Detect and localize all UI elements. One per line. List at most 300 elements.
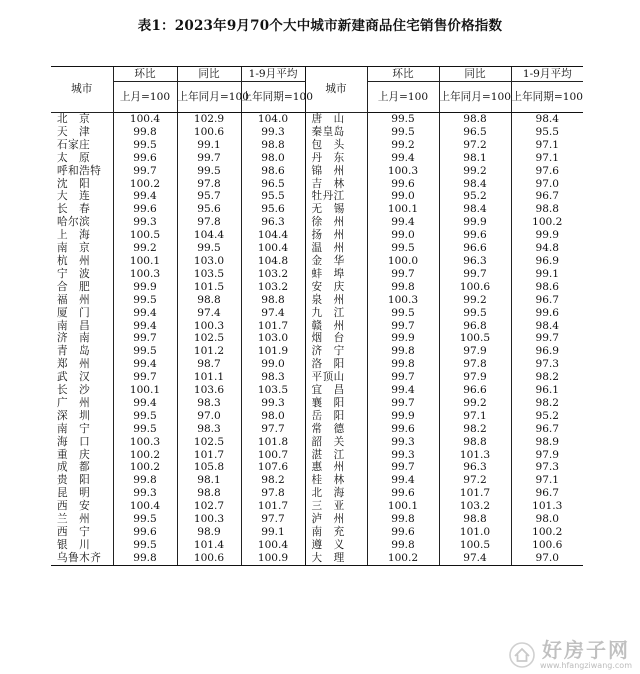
cell-ytd-left: 96.5 — [241, 178, 305, 191]
cell-city-right: 宜 昌 — [305, 384, 367, 397]
cell-ytd-right: 95.5 — [511, 126, 583, 139]
cell-ytd-left: 100.9 — [241, 552, 305, 565]
cell-mom-right: 100.1 — [367, 500, 439, 513]
cell-ytd-right: 99.6 — [511, 307, 583, 320]
cell-mom-right: 99.3 — [367, 436, 439, 449]
cell-yoy-right: 100.6 — [439, 281, 511, 294]
cell-mom-left: 99.2 — [113, 242, 177, 255]
table-row — [51, 410, 583, 423]
cell-mom-right: 99.5 — [367, 113, 439, 126]
cell-city-right: 蚌 埠 — [305, 268, 367, 281]
cell-mom-left: 99.3 — [113, 487, 177, 500]
cell-city-right: 秦皇岛 — [305, 126, 367, 139]
table-row — [51, 397, 583, 410]
cell-ytd-right: 96.1 — [511, 384, 583, 397]
cell-yoy-right: 99.9 — [439, 216, 511, 229]
cell-yoy-right: 96.5 — [439, 126, 511, 139]
cell-ytd-left: 104.8 — [241, 255, 305, 268]
table-row — [51, 203, 583, 216]
cell-city-left: 广 州 — [57, 396, 91, 409]
cell-city-right: 桂 林 — [305, 474, 367, 487]
cell-yoy-left: 99.5 — [177, 242, 241, 255]
cell-mom-left: 99.6 — [113, 152, 177, 165]
table-title: 表1：2023年9月70个大中城市新建商品住宅销售价格指数 — [137, 18, 503, 34]
cell-mom-right: 99.2 — [367, 139, 439, 152]
cell-yoy-right: 98.8 — [439, 113, 511, 126]
cell-city-right: 常 德 — [305, 423, 367, 436]
cell-ytd-left: 99.3 — [241, 397, 305, 410]
cell-mom-right: 99.8 — [367, 345, 439, 358]
cell-mom-left: 100.2 — [113, 449, 177, 462]
cell-ytd-left: 95.6 — [241, 203, 305, 216]
cell-mom-left: 99.4 — [113, 320, 177, 333]
table-row — [51, 255, 583, 268]
cell-mom-right: 99.6 — [367, 423, 439, 436]
cell-yoy-right: 99.2 — [439, 397, 511, 410]
cell-city-left: 青 岛 — [57, 345, 91, 358]
cell-city-left: 太 原 — [57, 151, 91, 164]
cell-ytd-right: 98.6 — [511, 281, 583, 294]
cell-mom-left: 99.7 — [113, 332, 177, 345]
cell-yoy-left: 98.7 — [177, 358, 241, 371]
cell-yoy-left: 100.3 — [177, 513, 241, 526]
cell-ytd-right: 97.1 — [511, 139, 583, 152]
cell-yoy-left: 98.9 — [177, 526, 241, 539]
cell-mom-left: 100.4 — [113, 113, 177, 126]
cell-mom-left: 99.8 — [113, 552, 177, 565]
cell-ytd-left: 100.4 — [241, 242, 305, 255]
cell-mom-left: 99.5 — [113, 539, 177, 552]
cell-city-right: 泉 州 — [305, 294, 367, 307]
cell-yoy-left: 102.5 — [177, 332, 241, 345]
cell-yoy-right: 96.3 — [439, 255, 511, 268]
cell-ytd-right: 98.4 — [511, 320, 583, 333]
cell-yoy-left: 99.7 — [177, 152, 241, 165]
cell-mom-left: 100.5 — [113, 229, 177, 242]
cell-yoy-left: 97.8 — [177, 216, 241, 229]
cell-city-right: 襄 阳 — [305, 397, 367, 410]
cell-yoy-right: 97.4 — [439, 552, 511, 565]
cell-city-right: 烟 台 — [305, 332, 367, 345]
cell-yoy-left: 102.7 — [177, 500, 241, 513]
table-row — [51, 281, 583, 294]
cell-city-right: 唐 山 — [305, 113, 367, 126]
table-row — [51, 139, 583, 152]
cell-mom-left: 99.8 — [113, 126, 177, 139]
col-header-yoy-right: 同比 — [439, 67, 511, 82]
cell-yoy-right: 101.3 — [439, 449, 511, 462]
base-mom-left: 上月=100 — [113, 82, 177, 113]
cell-city-left: 成 都 — [57, 461, 91, 474]
cell-city-left: 长 春 — [57, 203, 91, 216]
cell-mom-right: 99.0 — [367, 229, 439, 242]
cell-ytd-left: 99.3 — [241, 126, 305, 139]
cell-ytd-right: 97.9 — [511, 449, 583, 462]
table-row — [51, 242, 583, 255]
cell-ytd-left: 98.0 — [241, 410, 305, 423]
cell-yoy-left: 100.6 — [177, 126, 241, 139]
cell-yoy-left: 101.4 — [177, 539, 241, 552]
cell-yoy-left: 95.7 — [177, 190, 241, 203]
cell-yoy-right: 96.6 — [439, 242, 511, 255]
base-ytd-left: 上年同期=100 — [241, 82, 305, 113]
cell-mom-left: 100.1 — [113, 255, 177, 268]
cell-city-left: 哈尔滨 — [57, 216, 91, 229]
cell-yoy-right: 98.4 — [439, 203, 511, 216]
cell-mom-left: 100.2 — [113, 178, 177, 191]
cell-yoy-left: 97.8 — [177, 178, 241, 191]
cell-yoy-right: 98.2 — [439, 423, 511, 436]
cell-mom-left: 99.3 — [113, 216, 177, 229]
cell-city-right: 湛 江 — [305, 449, 367, 462]
cell-city-left: 长 沙 — [57, 384, 91, 397]
cell-mom-left: 100.3 — [113, 268, 177, 281]
cell-mom-left: 99.5 — [113, 513, 177, 526]
cell-ytd-right: 96.7 — [511, 487, 583, 500]
cell-ytd-left: 101.8 — [241, 436, 305, 449]
cell-ytd-right: 99.9 — [511, 229, 583, 242]
cell-mom-right: 99.6 — [367, 526, 439, 539]
cell-yoy-left: 105.8 — [177, 461, 241, 474]
cell-city-right: 洛 阳 — [305, 358, 367, 371]
watermark-url: www.hfangziwang.com — [539, 661, 632, 670]
cell-ytd-right: 100.6 — [511, 539, 583, 552]
cell-ytd-left: 95.5 — [241, 190, 305, 203]
cell-yoy-right: 100.5 — [439, 332, 511, 345]
cell-ytd-left: 99.1 — [241, 526, 305, 539]
cell-city-left: 福 州 — [57, 293, 91, 306]
cell-city-left: 北 京 — [57, 113, 91, 125]
cell-yoy-left: 100.6 — [177, 552, 241, 565]
cell-yoy-right: 98.8 — [439, 513, 511, 526]
watermark-text — [540, 639, 632, 670]
cell-mom-right: 99.5 — [367, 126, 439, 139]
cell-ytd-right: 97.0 — [511, 552, 583, 565]
cell-city-left: 合 肥 — [57, 280, 91, 293]
cell-yoy-right: 97.9 — [439, 371, 511, 384]
cell-city-right: 安 庆 — [305, 281, 367, 294]
cell-yoy-right: 98.8 — [439, 436, 511, 449]
cell-ytd-left: 98.2 — [241, 474, 305, 487]
cell-ytd-right: 96.9 — [511, 255, 583, 268]
base-yoy-right: 上年同月=100 — [439, 82, 511, 113]
table-row — [51, 526, 583, 539]
base-ytd-right: 上年同期=100 — [511, 82, 583, 113]
cell-ytd-left: 107.6 — [241, 461, 305, 474]
cell-city-left: 乌鲁木齐 — [51, 552, 113, 565]
cell-city-left: 西 安 — [57, 500, 91, 513]
cell-mom-right: 99.8 — [367, 513, 439, 526]
cell-city-left: 宁 波 — [57, 267, 91, 280]
table-body — [51, 113, 583, 566]
cell-mom-right: 99.0 — [367, 190, 439, 203]
cell-city-right: 遵 义 — [305, 539, 367, 552]
cell-mom-right: 99.5 — [367, 242, 439, 255]
cell-ytd-right: 96.7 — [511, 423, 583, 436]
table-row — [51, 229, 583, 242]
cell-ytd-left: 98.8 — [241, 294, 305, 307]
cell-ytd-left: 103.2 — [241, 281, 305, 294]
cell-ytd-right: 94.8 — [511, 242, 583, 255]
table-row — [51, 113, 583, 126]
cell-mom-left: 99.4 — [113, 190, 177, 203]
cell-city-right: 牡丹江 — [305, 190, 367, 203]
cell-mom-left: 99.4 — [113, 358, 177, 371]
cell-ytd-right: 99.1 — [511, 268, 583, 281]
cell-mom-left: 99.5 — [113, 345, 177, 358]
cell-yoy-left: 102.5 — [177, 436, 241, 449]
cell-ytd-left: 97.8 — [241, 487, 305, 500]
cell-ytd-left: 98.6 — [241, 165, 305, 178]
cell-city-left: 大 连 — [57, 190, 91, 203]
cell-ytd-left: 97.7 — [241, 423, 305, 436]
cell-yoy-right: 101.0 — [439, 526, 511, 539]
cell-mom-left: 99.5 — [113, 139, 177, 152]
cell-mom-left: 99.4 — [113, 307, 177, 320]
table-row — [51, 294, 583, 307]
cell-city-right: 丹 东 — [305, 152, 367, 165]
table-row — [51, 513, 583, 526]
cell-yoy-left: 101.5 — [177, 281, 241, 294]
cell-city-right: 平顶山 — [305, 371, 367, 384]
cell-mom-right: 99.8 — [367, 539, 439, 552]
cell-city-right: 岳 阳 — [305, 410, 367, 423]
cell-city-left: 兰 州 — [57, 513, 91, 526]
cell-ytd-left: 98.0 — [241, 152, 305, 165]
cell-yoy-left: 103.5 — [177, 268, 241, 281]
cell-city-left: 南 京 — [57, 242, 91, 255]
cell-mom-left: 99.7 — [113, 165, 177, 178]
col-header-mom-right: 环比 — [367, 67, 439, 82]
col-header-yoy-left: 同比 — [177, 67, 241, 82]
base-mom-right: 上月=100 — [367, 82, 439, 113]
cell-city-left: 天 津 — [57, 125, 91, 138]
cell-mom-left: 99.8 — [113, 474, 177, 487]
cell-ytd-right: 98.2 — [511, 397, 583, 410]
table-row — [51, 539, 583, 552]
cell-mom-right: 99.5 — [367, 307, 439, 320]
cell-ytd-right: 97.0 — [511, 178, 583, 191]
table-row — [51, 190, 583, 203]
cell-ytd-left: 104.4 — [241, 229, 305, 242]
cell-ytd-right: 100.2 — [511, 526, 583, 539]
cell-yoy-left: 97.0 — [177, 410, 241, 423]
cell-ytd-right: 95.2 — [511, 410, 583, 423]
cell-city-left: 沈 阳 — [57, 177, 91, 190]
cell-mom-left: 99.9 — [113, 281, 177, 294]
cell-yoy-right: 97.2 — [439, 474, 511, 487]
cell-ytd-left: 101.7 — [241, 500, 305, 513]
cell-yoy-left: 99.1 — [177, 139, 241, 152]
table-row — [51, 332, 583, 345]
cell-ytd-right: 97.3 — [511, 461, 583, 474]
cell-ytd-right: 97.1 — [511, 474, 583, 487]
col-header-city-left: 城市 — [51, 67, 113, 113]
table-row — [51, 487, 583, 500]
house-logo-icon — [509, 642, 535, 668]
cell-mom-left: 99.5 — [113, 423, 177, 436]
cell-yoy-right: 97.8 — [439, 358, 511, 371]
cell-yoy-left: 97.4 — [177, 307, 241, 320]
cell-ytd-left: 100.7 — [241, 449, 305, 462]
cell-yoy-left: 98.3 — [177, 423, 241, 436]
cell-ytd-left: 96.3 — [241, 216, 305, 229]
cell-ytd-right: 96.7 — [511, 190, 583, 203]
cell-yoy-right: 97.9 — [439, 345, 511, 358]
cell-city-right: 温 州 — [305, 242, 367, 255]
cell-city-left: 重 庆 — [57, 448, 91, 461]
cell-yoy-left: 95.6 — [177, 203, 241, 216]
cell-yoy-left: 100.3 — [177, 320, 241, 333]
cell-ytd-left: 103.5 — [241, 384, 305, 397]
cell-ytd-right: 97.6 — [511, 165, 583, 178]
cell-mom-left: 100.2 — [113, 461, 177, 474]
cell-mom-right: 99.6 — [367, 178, 439, 191]
table-row — [51, 449, 583, 462]
cell-ytd-left: 103.0 — [241, 332, 305, 345]
cell-ytd-right: 101.3 — [511, 500, 583, 513]
cell-ytd-left: 104.0 — [241, 113, 305, 126]
cell-mom-right: 99.4 — [367, 216, 439, 229]
table-row — [51, 500, 583, 513]
cell-city-left: 海 口 — [57, 435, 91, 448]
cell-mom-left: 100.3 — [113, 436, 177, 449]
cell-mom-left: 99.6 — [113, 526, 177, 539]
cell-city-right: 惠 州 — [305, 461, 367, 474]
cell-mom-left: 100.1 — [113, 384, 177, 397]
cell-city-left: 济 南 — [57, 332, 91, 345]
cell-yoy-right: 99.5 — [439, 307, 511, 320]
cell-city-left: 银 川 — [57, 538, 91, 551]
cell-yoy-left: 98.3 — [177, 397, 241, 410]
cell-city-right: 锦 州 — [305, 165, 367, 178]
cell-ytd-right: 99.7 — [511, 332, 583, 345]
cell-city-left: 武 汉 — [57, 371, 91, 384]
cell-city-left: 南 昌 — [57, 319, 91, 332]
cell-city-left: 昆 明 — [57, 487, 91, 500]
table-row — [51, 423, 583, 436]
cell-yoy-right: 97.2 — [439, 139, 511, 152]
cell-yoy-right: 98.4 — [439, 178, 511, 191]
cell-ytd-right: 98.0 — [511, 513, 583, 526]
cell-ytd-right: 98.4 — [511, 113, 583, 126]
cell-ytd-right: 98.8 — [511, 203, 583, 216]
cell-ytd-left: 100.4 — [241, 539, 305, 552]
cell-mom-right: 99.3 — [367, 449, 439, 462]
cell-yoy-right: 103.2 — [439, 500, 511, 513]
cell-ytd-right: 97.3 — [511, 358, 583, 371]
cell-mom-right: 100.1 — [367, 203, 439, 216]
cell-mom-right: 100.3 — [367, 165, 439, 178]
cell-yoy-right: 96.6 — [439, 384, 511, 397]
cell-yoy-left: 101.2 — [177, 345, 241, 358]
cell-city-right: 扬 州 — [305, 229, 367, 242]
cell-yoy-right: 98.1 — [439, 152, 511, 165]
cell-city-right: 徐 州 — [305, 216, 367, 229]
header-row-top — [51, 67, 583, 82]
cell-city-left: 厦 门 — [57, 306, 91, 319]
cell-mom-right: 99.4 — [367, 152, 439, 165]
cell-ytd-left: 99.0 — [241, 358, 305, 371]
cell-yoy-right: 99.6 — [439, 229, 511, 242]
col-header-mom-left: 环比 — [113, 67, 177, 82]
cell-yoy-right: 96.3 — [439, 461, 511, 474]
cell-ytd-left: 103.2 — [241, 268, 305, 281]
cell-mom-left: 99.5 — [113, 294, 177, 307]
cell-mom-left: 99.5 — [113, 410, 177, 423]
cell-city-left: 西 宁 — [57, 526, 91, 538]
table-row — [51, 436, 583, 449]
table-row — [51, 384, 583, 397]
cell-mom-right: 99.9 — [367, 410, 439, 423]
cell-yoy-left: 99.5 — [177, 165, 241, 178]
table-row — [51, 307, 583, 320]
cell-mom-left: 99.4 — [113, 397, 177, 410]
cell-mom-right: 99.7 — [367, 397, 439, 410]
cell-yoy-right: 97.1 — [439, 410, 511, 423]
table-row — [51, 461, 583, 474]
cell-mom-right: 100.2 — [367, 552, 439, 565]
cell-yoy-left: 101.1 — [177, 371, 241, 384]
table-row — [51, 320, 583, 333]
cell-ytd-right: 98.9 — [511, 436, 583, 449]
cell-yoy-right: 100.5 — [439, 539, 511, 552]
cell-ytd-right: 96.7 — [511, 294, 583, 307]
table-row — [51, 371, 583, 384]
cell-city-right: 北 海 — [305, 487, 367, 500]
cell-city-right: 无 锡 — [305, 203, 367, 216]
cell-ytd-left: 98.8 — [241, 139, 305, 152]
table-row — [51, 152, 583, 165]
cell-city-left: 石家庄 — [57, 138, 91, 151]
table-row — [51, 474, 583, 487]
cell-ytd-left: 98.3 — [241, 371, 305, 384]
cell-mom-right: 99.8 — [367, 358, 439, 371]
table-row — [51, 216, 583, 229]
cell-mom-right: 100.3 — [367, 294, 439, 307]
table-row — [51, 345, 583, 358]
cell-yoy-right: 96.8 — [439, 320, 511, 333]
cell-city-left: 深 圳 — [57, 409, 91, 422]
table-row — [51, 358, 583, 371]
cell-city-left: 郑 州 — [57, 358, 91, 371]
cell-yoy-right: 99.7 — [439, 268, 511, 281]
cell-yoy-left: 103.6 — [177, 384, 241, 397]
cell-mom-left: 99.6 — [113, 203, 177, 216]
cell-ytd-right: 100.2 — [511, 216, 583, 229]
cell-mom-left: 99.7 — [113, 371, 177, 384]
cell-city-right: 三 亚 — [305, 500, 367, 513]
cell-yoy-left: 104.4 — [177, 229, 241, 242]
cell-city-right: 大 理 — [305, 552, 367, 565]
cell-ytd-right: 97.1 — [511, 152, 583, 165]
cell-ytd-right: 96.9 — [511, 345, 583, 358]
cell-city-right: 九 江 — [305, 307, 367, 320]
watermark — [509, 639, 632, 670]
cell-ytd-left: 101.7 — [241, 320, 305, 333]
cell-yoy-right: 101.7 — [439, 487, 511, 500]
cell-city-right: 吉 林 — [305, 178, 367, 191]
price-index-table — [51, 66, 583, 566]
cell-mom-right: 99.6 — [367, 487, 439, 500]
cell-yoy-right: 99.2 — [439, 294, 511, 307]
cell-mom-right: 99.7 — [367, 268, 439, 281]
cell-mom-right: 99.7 — [367, 461, 439, 474]
cell-yoy-left: 101.7 — [177, 449, 241, 462]
cell-mom-right: 99.4 — [367, 474, 439, 487]
cell-city-left: 贵 阳 — [57, 474, 91, 487]
cell-mom-left: 100.4 — [113, 500, 177, 513]
